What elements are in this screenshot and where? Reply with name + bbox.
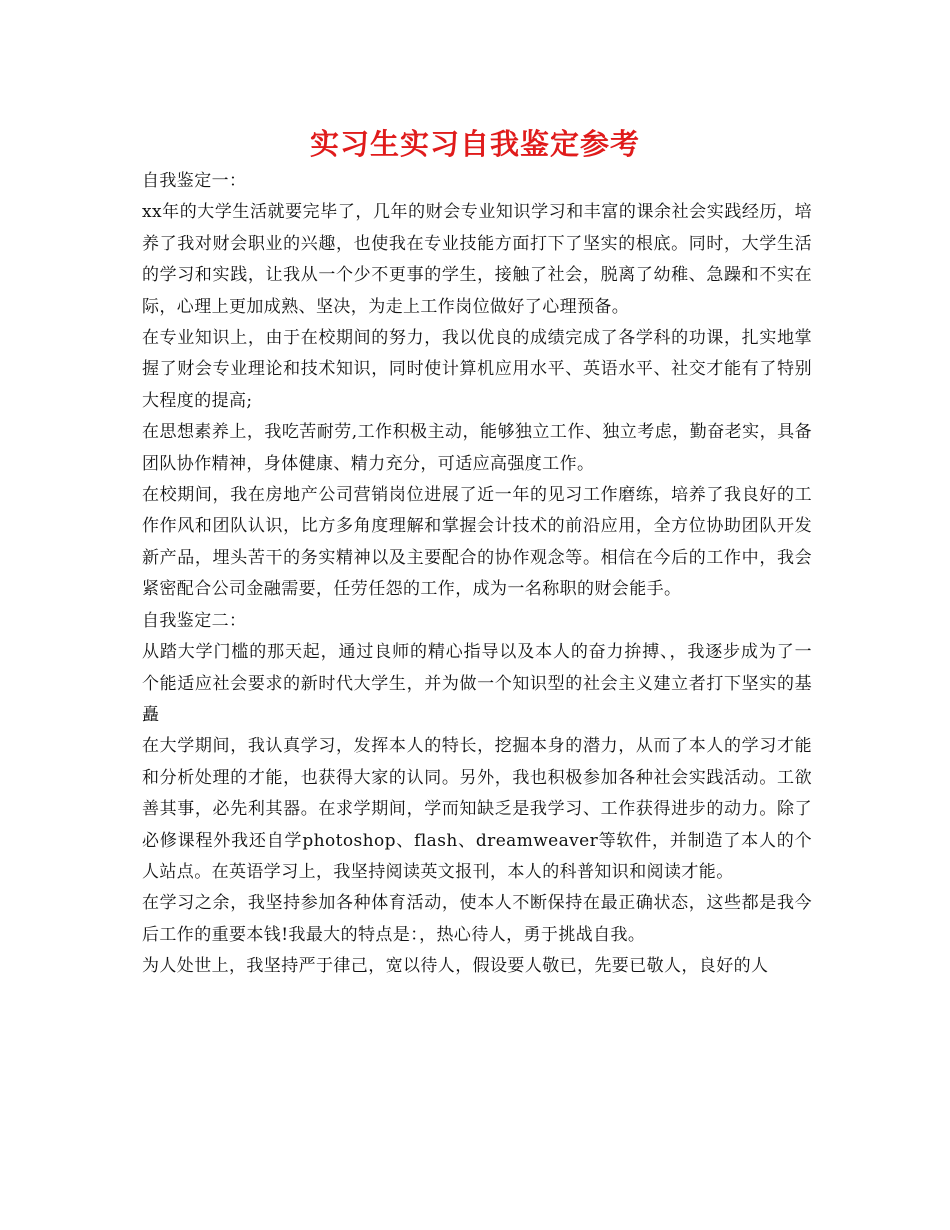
document-title: 实习生实习自我鉴定参考 (309, 127, 640, 161)
paragraph: 在专业知识上，由于在校期间的努力，我以优良的成绩完成了各学科的功课，扎实地掌握了财会专业理论和技术知识，同时使计算机应用水平、英语水平、社交才能有了特别大程度的提高; (142, 328, 812, 411)
paragraph: 从踏大学门槛的那天起，通过良师的精心指导以及本人的奋力拚搏、，我逐步成为了一个能适应社会要求的新时代大学生，并为做一个知识型的社会主义建立者打下坚实的基矗 (142, 642, 812, 725)
paragraph: 在校期间，我在房地产公司营销岗位进展了近一年的见习工作磨练，培养了我良好的工作作风和团队认识，比方多角度理解和掌握会计技术的前沿应用，全方位协助团队开发新产品，埋头苦干的务实精神以及主要配合的协作观念等。相信在今后的工作中，我会紧密配合公司金融需要，任劳任怨的工作，成为一名称职的财会能手。 (142, 485, 812, 600)
paragraph: 在思想素养上，我吃苦耐劳,工作积极主动，能够独立工作、独立考虑，勤奋老实，具备团队协作精神，身体健康、精力充分，可适应高强度工作。 (142, 422, 812, 474)
paragraph: 在学习之余，我坚持参加各种体育活动，使本人不断保持在最正确状态，这些都是我今后工作的重要本钱!我最大的特点是：，热心待人，勇于挑战自我。 (142, 893, 812, 945)
document-body (142, 166, 812, 983)
paragraph: 在大学期间，我认真学习，发挥本人的特长，挖掘本身的潜力，从而了本人的学习才能和分析处理的才能，也获得大家的认同。另外，我也积极参加各种社会实践活动。工欲善其事，必先利其器。在求学期间，学而知缺乏是我学习、工作获得进步的动力。除了必修课程外我还自学photoshop、flash、dreamweaver等软件，并制造了本人的个人站点。在英语学习上，我坚持阅读英文报刊，本人的科普知识和阅读才能。 (142, 736, 812, 882)
paragraph: 为人处世上，我坚持严于律己，宽以待人，假设要人敬已，先要已敬人，良好的人 (142, 956, 769, 977)
paragraph: xx年的大学生活就要完毕了，几年的财会专业知识学习和丰富的课余社会实践经历，培养了我对财会职业的兴趣，也使我在专业技能方面打下了坚实的根底。同时，大学生活的学习和实践，让我从一个少不更事的学生，接触了社会，脱离了幼稚、急躁和不实在际，心理上更加成熟、坚决，为走上工作岗位做好了心理预备。 (142, 202, 812, 317)
section-heading-1: 自我鉴定一： (142, 171, 247, 191)
section-heading-2: 自我鉴定二： (142, 610, 247, 631)
